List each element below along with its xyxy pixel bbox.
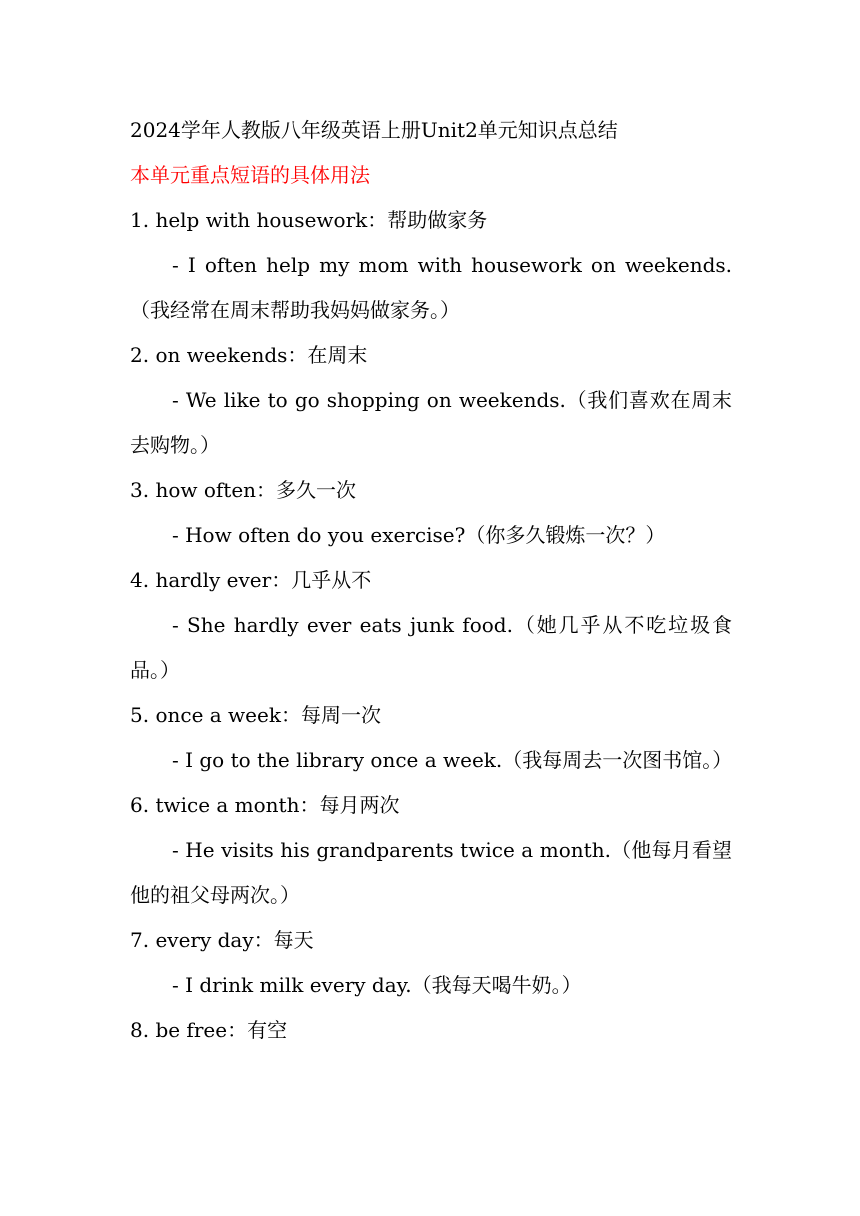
phrase-heading: 5. once a week：每周一次 — [130, 703, 381, 727]
phrase-example: - I go to the library once a week.（我每周去一次图书馆。） — [172, 748, 733, 772]
phrase-item-2 — [130, 333, 732, 468]
phrase-item-4 — [130, 558, 732, 693]
phrase-heading: 2. on weekends：在周末 — [130, 343, 368, 367]
phrase-example: - How often do you exercise?（你多久锻炼一次？） — [172, 523, 666, 547]
phrase-example: - I often help my mom with housework on weekends.（我经常在周末帮助我妈妈做家务。） — [130, 253, 732, 322]
phrase-example: - He visits his grandparents twice a month.（他每月看望他的祖父母两次。） — [130, 838, 732, 907]
phrase-item-5 — [130, 693, 732, 783]
phrase-item-1 — [130, 198, 732, 333]
section-subtitle: 本单元重点短语的具体用法 — [130, 163, 370, 187]
document-content — [130, 108, 732, 1053]
phrase-heading: 4. hardly ever：几乎从不 — [130, 568, 372, 592]
phrase-heading: 6. twice a month：每月两次 — [130, 793, 400, 817]
phrase-example: - I drink milk every day.（我每天喝牛奶。） — [172, 973, 582, 997]
phrase-item-3 — [130, 468, 732, 558]
phrase-heading: 8. be free：有空 — [130, 1018, 288, 1042]
phrase-item-6 — [130, 783, 732, 918]
phrase-heading: 3. how often：多久一次 — [130, 478, 357, 502]
phrase-example: - We like to go shopping on weekends.（我们喜欢在周末去购物。） — [130, 388, 732, 457]
document-title: 2024学年人教版八年级英语上册Unit2单元知识点总结 — [130, 118, 618, 142]
phrase-example: - She hardly ever eats junk food.（她几乎从不吃垃圾食品。） — [130, 613, 732, 682]
phrase-item-7 — [130, 918, 732, 1008]
phrase-heading: 1. help with housework：帮助做家务 — [130, 208, 488, 232]
phrase-heading: 7. every day：每天 — [130, 928, 314, 952]
phrase-item-8 — [130, 1008, 732, 1053]
